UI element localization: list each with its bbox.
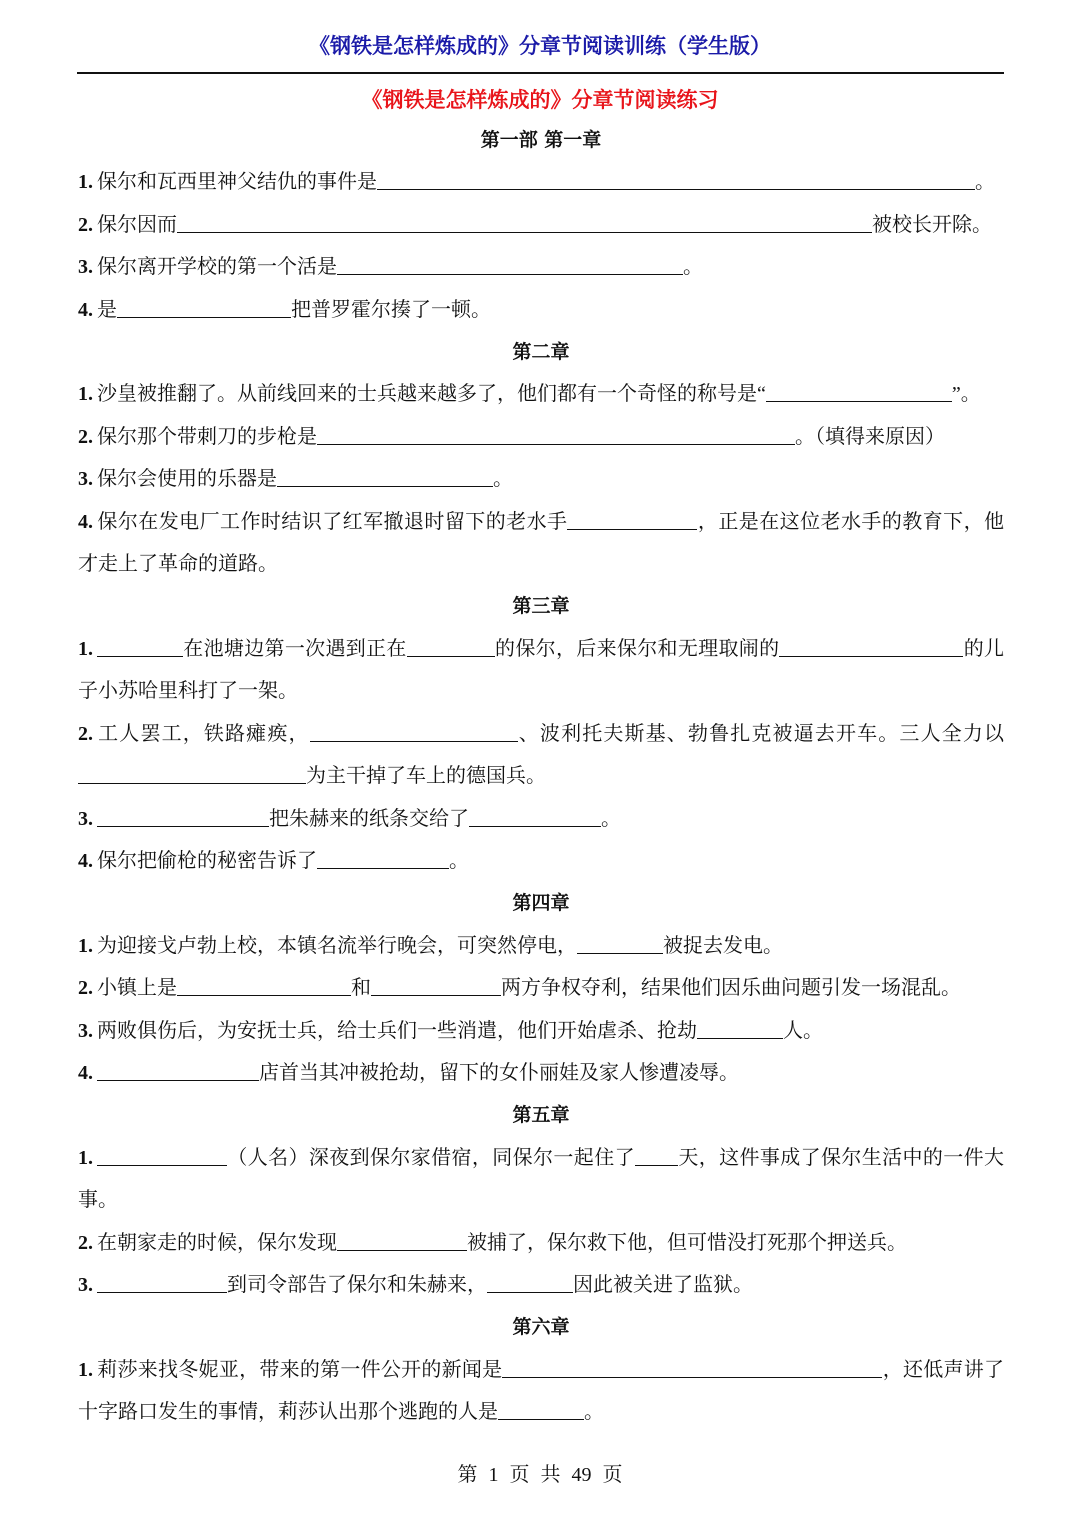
- question-text: 保尔离开学校的第一个活是: [97, 256, 337, 279]
- question-text: 两败俱伤后，为安抚士兵，给士兵们一些消遣，他们开始虐杀、抢劫: [97, 1019, 697, 1042]
- answer-blank[interactable]: [337, 1230, 467, 1251]
- chapter-heading: 第三章: [512, 595, 570, 618]
- chapter-heading: 第五章: [512, 1104, 570, 1127]
- answer-blank[interactable]: [567, 509, 697, 530]
- question-text: 在池塘边第一次遇到正在: [183, 637, 407, 660]
- question-text: 被捕了，保尔救下他，但可惜没打死那个押送兵。: [467, 1231, 907, 1254]
- question-text: 是: [97, 298, 117, 321]
- question-text: 莉莎来找冬妮亚，带来的第一件公开的新闻是: [97, 1358, 503, 1381]
- question-item: [78, 1052, 1004, 1094]
- chapter-heading: 第一部 第一章: [480, 129, 602, 151]
- question-number: 2.: [78, 1231, 93, 1254]
- question-text: 工人罢工，铁路瘫痪，: [97, 722, 310, 745]
- answer-blank[interactable]: [766, 381, 952, 402]
- question-item: [78, 1222, 1004, 1264]
- question-text: 人。: [783, 1019, 823, 1042]
- answer-blank[interactable]: [97, 1060, 259, 1081]
- question-text: 为迎接戈卢勃上校，本镇名流举行晚会，可突然停电，: [97, 934, 577, 957]
- running-header-title: 《钢铁是怎样炼成的》分章节阅读训练（学生版）: [309, 34, 771, 58]
- answer-blank[interactable]: [317, 424, 795, 445]
- question-text: 保尔把偷枪的秘密告诉了: [97, 849, 317, 872]
- question-item: [78, 713, 1004, 798]
- question-text: 在朝家走的时候，保尔发现: [97, 1231, 337, 1254]
- answer-blank[interactable]: [337, 254, 683, 275]
- question-text: 被捉去发电。: [663, 934, 783, 957]
- question-text: 。: [975, 171, 995, 194]
- question-number: 3.: [78, 1019, 93, 1042]
- question-text: 保尔因而: [97, 213, 177, 236]
- question-item: [78, 1010, 1004, 1052]
- answer-blank[interactable]: [371, 975, 501, 996]
- question-text: 。: [493, 468, 513, 491]
- question-text: 。: [601, 807, 621, 830]
- answer-blank[interactable]: [97, 1145, 227, 1166]
- question-number: 2.: [78, 977, 93, 1000]
- question-item: [78, 1264, 1004, 1306]
- question-text: 到司令部告了保尔和朱赫来，: [227, 1273, 487, 1296]
- document-title: 《钢铁是怎样炼成的》分章节阅读练习: [361, 88, 719, 112]
- answer-blank[interactable]: [97, 806, 269, 827]
- question-number: 4.: [78, 510, 93, 533]
- question-number: 3.: [78, 468, 93, 491]
- answer-blank[interactable]: [407, 636, 495, 657]
- question-item: [78, 967, 1004, 1009]
- answer-blank[interactable]: [502, 1357, 882, 1378]
- chapter-heading: 第二章: [512, 341, 570, 364]
- question-text: ，还低声讲了十字路口发生的事情，莉莎认出那个逃跑的人是: [78, 1358, 1005, 1424]
- answer-blank[interactable]: [498, 1399, 584, 1420]
- question-item: [78, 1137, 1004, 1222]
- question-number: 1.: [78, 1146, 93, 1169]
- question-text: 天，这件事成了保尔生活中的一件大事。: [78, 1146, 1005, 1212]
- question-text: 被校长开除。: [872, 213, 992, 236]
- question-text: ”。: [951, 383, 981, 406]
- question-number: 2.: [78, 722, 93, 745]
- question-text: 的保尔，后来保尔和无理取闹的: [494, 637, 780, 660]
- answer-blank[interactable]: [97, 636, 183, 657]
- exercise-content: [78, 119, 1004, 1434]
- answer-blank[interactable]: [317, 848, 449, 869]
- answer-blank[interactable]: [78, 763, 306, 784]
- question-text: 保尔那个带刺刀的步枪是: [97, 425, 317, 448]
- question-text: 把朱赫来的纸条交给了: [269, 807, 469, 830]
- question-item: [78, 840, 1004, 882]
- question-item: [78, 246, 1004, 288]
- question-text: 保尔在发电厂工作时结识了红军撤退时留下的老水手: [97, 510, 568, 533]
- question-item: [78, 798, 1004, 840]
- question-number: 1.: [78, 637, 93, 660]
- question-number: 4.: [78, 849, 93, 872]
- question-item: [78, 416, 1004, 458]
- question-text: 、波利托夫斯基、勃鲁扎克被逼去开车。三人全力以: [517, 722, 1005, 745]
- question-number: 1.: [78, 171, 93, 194]
- question-item: [78, 458, 1004, 500]
- answer-blank[interactable]: [469, 806, 601, 827]
- header-divider: [77, 72, 1004, 74]
- question-item: [78, 628, 1004, 713]
- answer-blank[interactable]: [377, 169, 975, 190]
- question-item: [78, 161, 1004, 203]
- question-text: 。: [683, 256, 703, 279]
- question-item: [78, 1349, 1004, 1434]
- question-text: 小镇上是: [97, 977, 177, 1000]
- question-item: [78, 289, 1004, 331]
- question-text: 。: [449, 849, 469, 872]
- question-text: 店首当其冲被抢劫，留下的女仆丽娃及家人惨遭凌辱。: [259, 1061, 739, 1084]
- chapter-heading: 第六章: [512, 1316, 570, 1339]
- question-number: 1.: [78, 1358, 93, 1381]
- answer-blank[interactable]: [177, 212, 872, 233]
- chapter-heading: 第四章: [512, 892, 570, 915]
- question-text: 的儿子小苏哈里科打了一架。: [78, 637, 1005, 703]
- question-text: ，正是在这位老水手的教育下，他才走上了革命的道路。: [78, 510, 1005, 576]
- answer-blank[interactable]: [779, 636, 963, 657]
- question-text: 和: [351, 977, 371, 1000]
- answer-blank[interactable]: [177, 975, 351, 996]
- question-number: 3.: [78, 807, 93, 830]
- question-text: （人名）深夜到保尔家借宿，同保尔一起住了: [227, 1146, 635, 1169]
- answer-blank[interactable]: [697, 1018, 783, 1039]
- question-number: 2.: [78, 425, 93, 448]
- question-text: 两方争权夺利，结果他们因乐曲问题引发一场混乱。: [501, 977, 961, 1000]
- question-text: 保尔和瓦西里神父结仇的事件是: [97, 171, 377, 194]
- answer-blank[interactable]: [310, 721, 518, 742]
- answer-blank[interactable]: [97, 1272, 227, 1293]
- answer-blank[interactable]: [577, 933, 663, 954]
- answer-blank[interactable]: [635, 1145, 678, 1166]
- question-number: 4.: [78, 298, 93, 321]
- question-text: 因此被关进了监狱。: [573, 1273, 753, 1296]
- question-item: [78, 373, 1004, 415]
- question-number: 3.: [78, 256, 93, 279]
- question-text: 为主干掉了车上的德国兵。: [306, 765, 546, 788]
- question-text: 。: [584, 1401, 604, 1424]
- question-text: 。（填得来原因）: [795, 425, 945, 448]
- question-number: 2.: [78, 213, 93, 236]
- question-item: [78, 204, 1004, 246]
- question-item: [78, 501, 1004, 586]
- page-footer: 第 1 页 共 49 页: [457, 1464, 623, 1486]
- question-item: [78, 925, 1004, 967]
- question-number: 3.: [78, 1273, 93, 1296]
- question-text: 沙皇被推翻了。从前线回来的士兵越来越多了，他们都有一个奇怪的称号是“: [97, 383, 766, 406]
- question-number: 1.: [78, 934, 93, 957]
- answer-blank[interactable]: [117, 297, 291, 318]
- question-number: 1.: [78, 383, 93, 406]
- question-number: 4.: [78, 1061, 93, 1084]
- question-text: 把普罗霍尔揍了一顿。: [291, 298, 491, 321]
- answer-blank[interactable]: [277, 466, 493, 487]
- question-text: 保尔会使用的乐器是: [97, 468, 277, 491]
- answer-blank[interactable]: [487, 1272, 573, 1293]
